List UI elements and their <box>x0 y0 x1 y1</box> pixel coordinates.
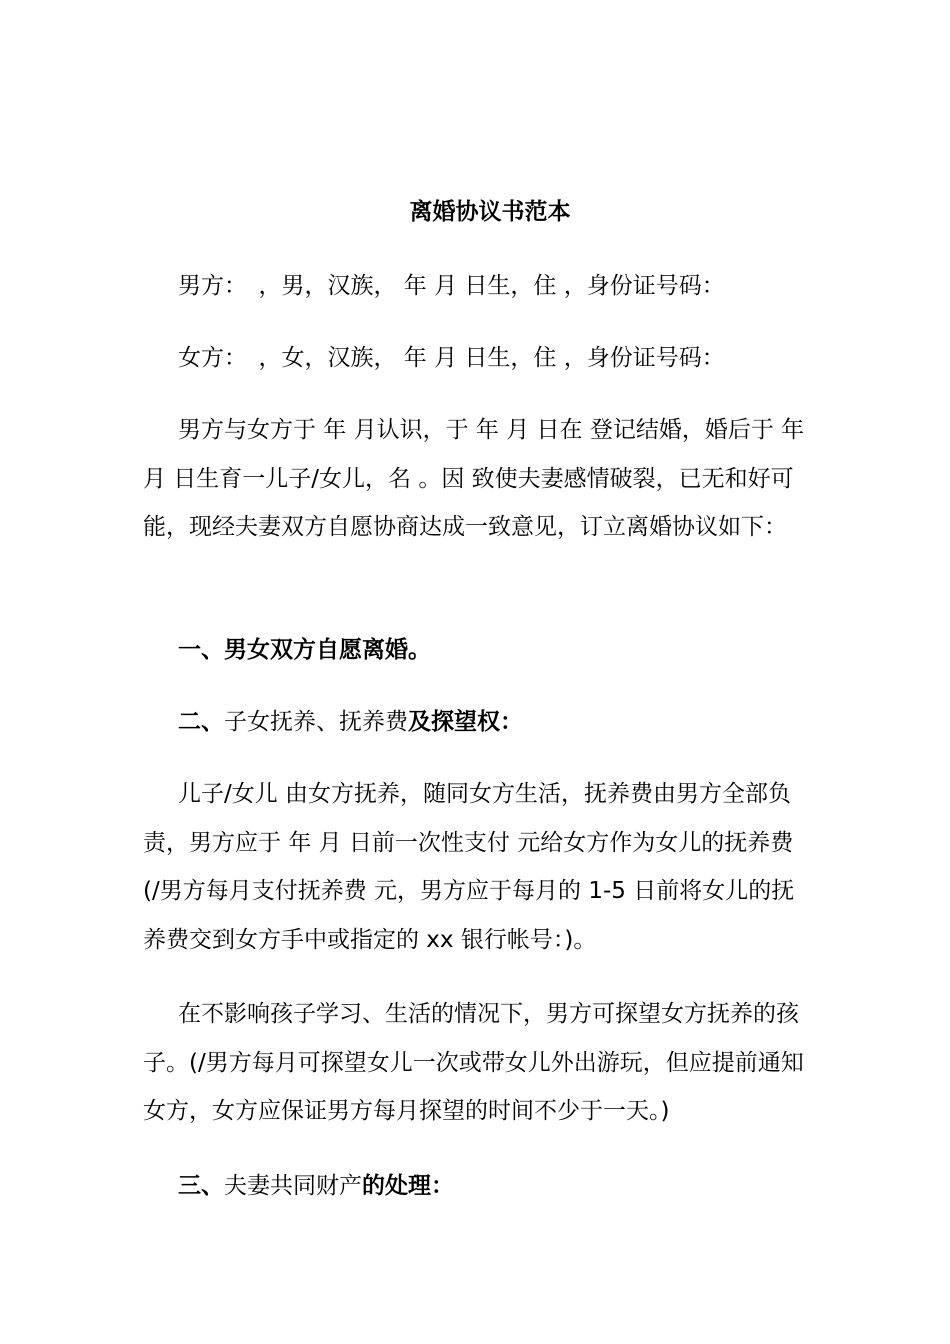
section-2-heading <box>143 698 808 747</box>
visitation-paragraph: 在不影响孩子学习、生活的情况下，男方可探望女方抚养的孩子。(/男方每月可探望女儿一次或带女儿外出游玩，但应提前通知女方，女方应保证男方每月探望的时间不少于一天。) <box>143 1001 804 1124</box>
section-3-number: 三、 <box>178 1173 224 1199</box>
section-3-heading <box>143 1162 808 1211</box>
section-3-title-normal: 夫妻共同财产 <box>224 1173 362 1199</box>
custody-paragraph: 儿子/女儿 由女方抚养，随同女方生活，抚养费由男方全部负责，男方应于 年 月 日前一次性支付 元给女方作为女儿的抚养费(/男方每月支付抚养费 元，男方应于每月的 1-5 日前将女儿的抚养费交到女方手中或指定的 xx 银行帐号：)。 <box>143 781 795 953</box>
section-1-heading: 一、男女双方自愿离婚。 <box>178 637 431 663</box>
intro-paragraph: 男方与女方于 年 月认识，于 年 月 日在 登记结婚，婚后于 年 月 日生育一儿子/女儿，名 。因 致使夫妻感情破裂，已无和好可能，现经夫妻双方自愿协商达成一致意见，订立离婚协议如下： <box>143 417 805 540</box>
section-2-title-normal: 子女抚养、抚养费 <box>224 709 408 735</box>
female-party-line: 女方： ，女，汉族， 年 月 日生，住 ，身份证号码： <box>178 345 725 371</box>
section-3-title-bold: 的处理： <box>362 1173 454 1199</box>
section-2-number: 二、 <box>178 709 224 735</box>
section-2-title-bold: 及探望权： <box>408 709 523 735</box>
document-title: 离婚协议书范本 <box>409 199 571 225</box>
male-party-line: 男方： ，男，汉族， 年 月 日生，住 ，身份证号码： <box>178 273 725 299</box>
